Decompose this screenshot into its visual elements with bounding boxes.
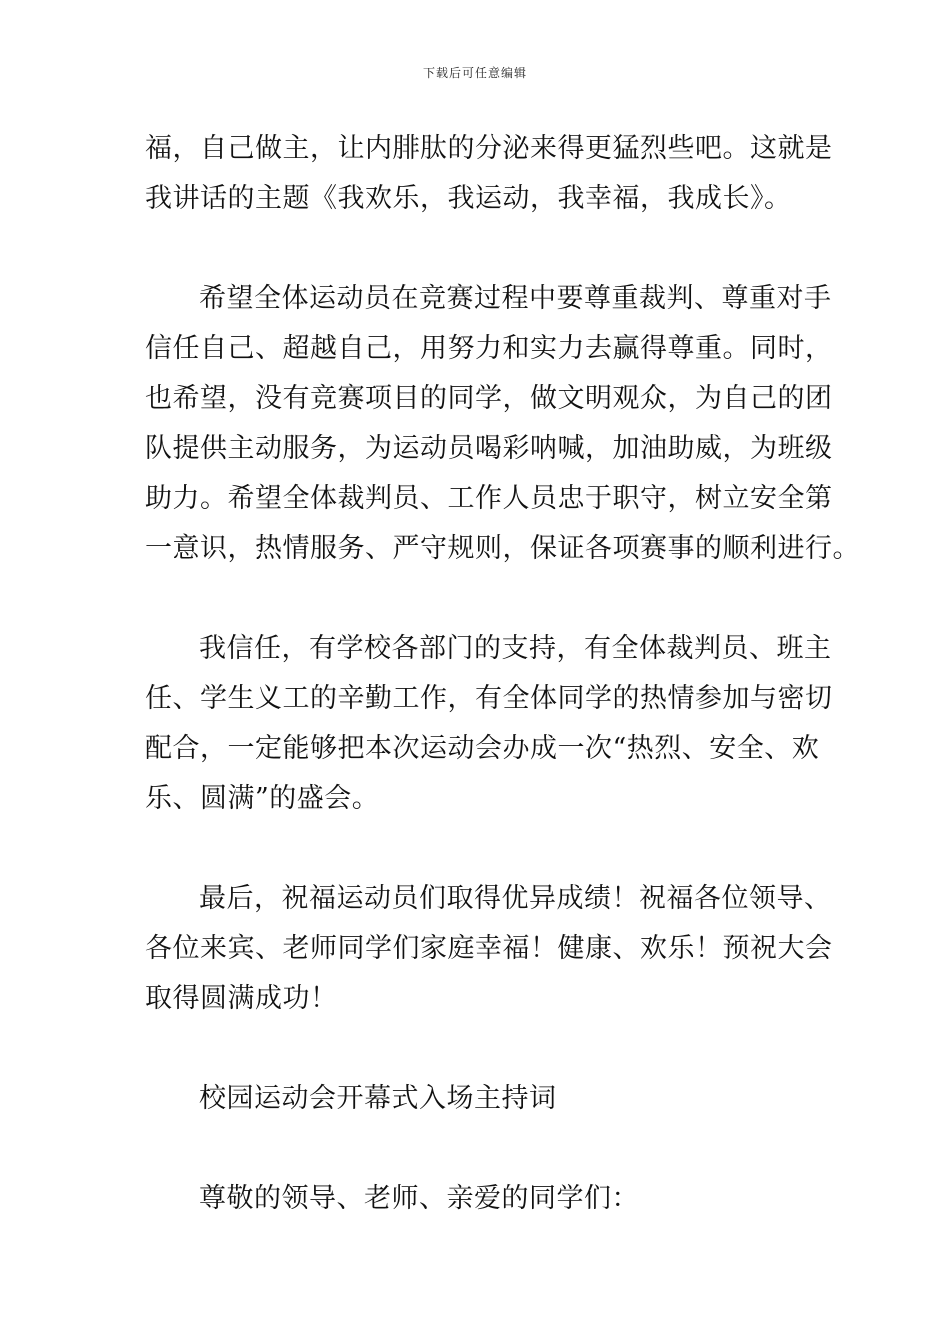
paragraph-gap <box>145 224 809 274</box>
text-line: 也希望，没有竞赛项目的同学，做文明观众，为自己的团 <box>145 383 833 414</box>
text-line: 取得圆满成功！ <box>145 983 338 1014</box>
paragraph-3 <box>145 624 833 824</box>
text-line: 希望全体运动员在竞赛过程中要尊重裁判、尊重对手 <box>199 283 832 314</box>
text-line: 助力。希望全体裁判员、工作人员忠于职守，树立安全第 <box>145 483 833 514</box>
text-line: 最后，祝福运动员们取得优异成绩！祝福各位领导、 <box>199 883 832 914</box>
section-title <box>145 1074 809 1124</box>
paragraph-gap <box>145 824 809 874</box>
text-line: 我讲话的主题《我欢乐，我运动，我幸福，我成长》。 <box>145 183 792 214</box>
text-line: 各位来宾、老师同学们家庭幸福！健康、欢乐！预祝大会 <box>145 933 833 964</box>
paragraph-2 <box>145 274 860 574</box>
paragraph-gap <box>145 1024 809 1074</box>
text-line: 乐、圆满”的盛会。 <box>145 783 380 814</box>
text-line: 福，自己做主，让内腓肽的分泌来得更猛烈些吧。这就是 <box>145 133 833 164</box>
page-header: 下载后可任意编辑 <box>422 66 527 80</box>
paragraph-gap <box>145 574 809 624</box>
text-line: 任、学生义工的辛勤工作，有全体同学的热情参加与密切 <box>145 683 833 714</box>
salutation <box>145 1174 809 1224</box>
paragraph-gap <box>145 1124 809 1174</box>
document-body <box>145 124 860 1224</box>
text-line: 尊敬的领导、老师、亲爱的同学们： <box>199 1183 639 1214</box>
paragraph-4 <box>145 874 833 1024</box>
text-line: 配合，一定能够把本次运动会办成一次“热烈、安全、欢 <box>145 733 820 764</box>
paragraph-1 <box>145 124 833 224</box>
text-line: 我信任，有学校各部门的支持，有全体裁判员、班主 <box>199 633 832 664</box>
text-line: 一意识，热情服务、严守规则，保证各项赛事的顺利进行。 <box>145 533 860 564</box>
text-line: 校园运动会开幕式入场主持词 <box>199 1083 557 1114</box>
text-line: 信任自己、超越自己，用努力和实力去赢得尊重。同时， <box>145 333 833 364</box>
text-line: 队提供主动服务，为运动员喝彩呐喊，加油助威，为班级 <box>145 433 833 464</box>
